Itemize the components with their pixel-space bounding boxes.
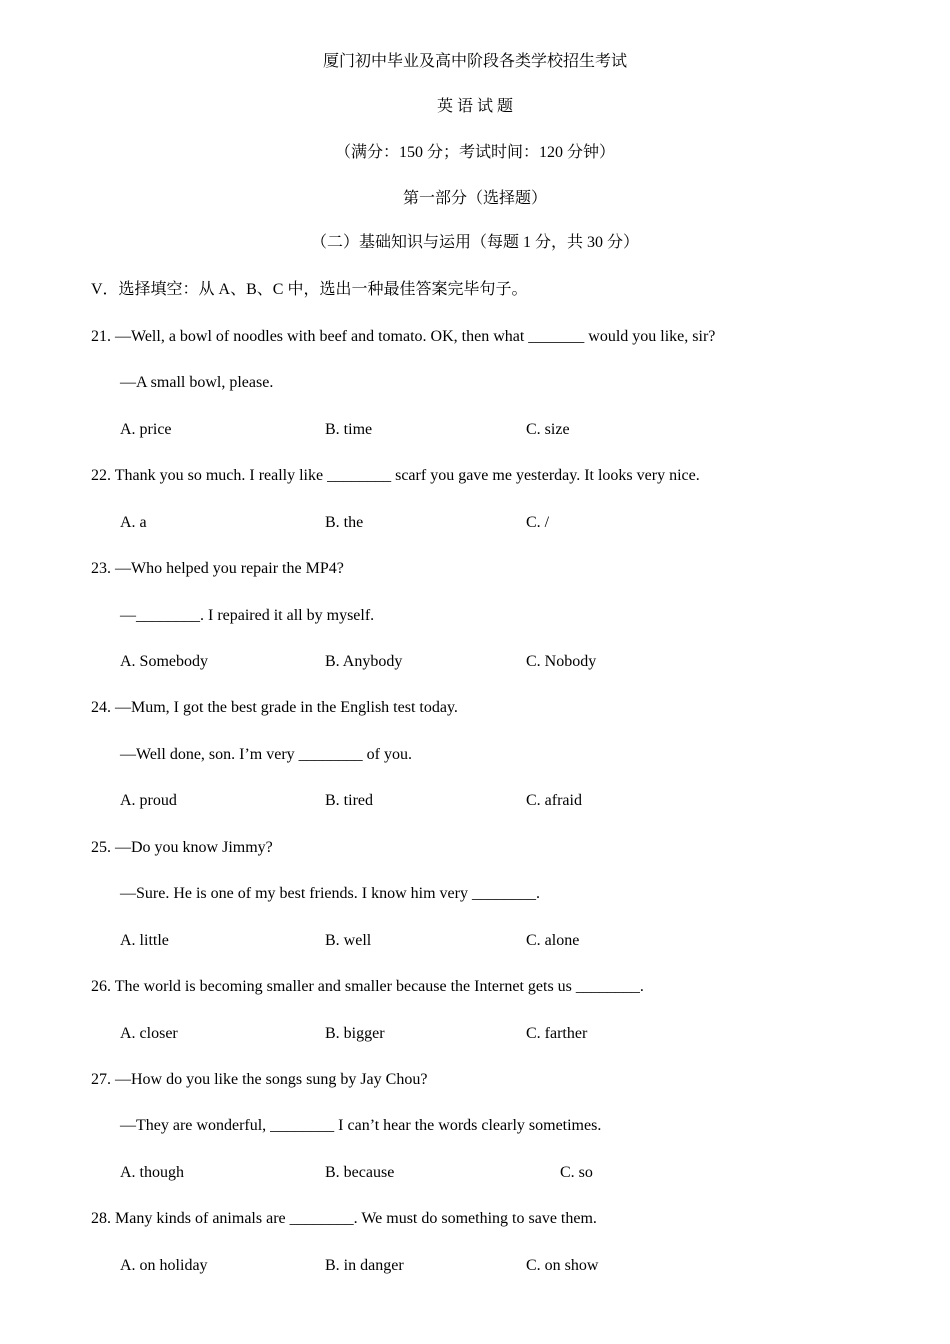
question-22-option-a: A. a <box>120 514 147 531</box>
question-23-option-c: C. Nobody <box>526 653 597 670</box>
question-25-option-c: C. alone <box>526 932 580 949</box>
question-27-option-a: A. though <box>120 1164 184 1181</box>
question-24-reply: —Well done, son. I’m very ________ of you. <box>120 746 412 763</box>
question-21-option-a: A. price <box>120 421 172 438</box>
subject-title: 英 语 试 题 <box>436 98 513 115</box>
question-27-option-b: B. because <box>325 1164 395 1181</box>
question-27-reply: —They are wonderful, ________ I can’t hear the words clearly sometimes. <box>120 1117 602 1134</box>
question-24-stem: 24. —Mum, I got the best grade in the English test today. <box>91 699 458 716</box>
question-26-option-b: B. bigger <box>325 1025 385 1042</box>
question-26-stem: 26. The world is becoming smaller and smaller because the Internet gets us ________. <box>91 978 644 995</box>
question-23-reply: —________. I repaired it all by myself. <box>120 607 375 624</box>
question-25-stem: 25. —Do you know Jimmy? <box>91 839 273 856</box>
question-21-reply: —A small bowl, please. <box>120 374 274 391</box>
question-28-option-b: B. in danger <box>325 1257 404 1274</box>
question-21-stem: 21. —Well, a bowl of noodles with beef and tomato. OK, then what _______ would you like, sir? <box>91 328 716 345</box>
question-26-option-a: A. closer <box>120 1025 178 1042</box>
question-23-stem: 23. —Who helped you repair the MP4? <box>91 560 344 577</box>
question-28-option-c: C. on show <box>526 1257 599 1274</box>
question-25-option-a: A. little <box>120 932 169 949</box>
question-21-option-c: C. size <box>526 421 570 438</box>
question-25-option-b: B. well <box>325 932 372 949</box>
question-21-option-b: B. time <box>325 421 373 438</box>
exam-title: 厦门初中毕业及高中阶段各类学校招生考试 <box>322 53 627 70</box>
question-27-stem: 27. —How do you like the songs sung by Jay Chou? <box>91 1071 428 1088</box>
question-24-option-c: C. afraid <box>526 792 582 809</box>
part-heading: 第一部分（选择题） <box>402 190 547 207</box>
question-28-option-a: A. on holiday <box>120 1257 208 1274</box>
question-22-option-c: C. / <box>526 514 550 531</box>
question-25-reply: —Sure. He is one of my best friends. I know him very ________. <box>120 885 540 902</box>
question-27-option-c: C. so <box>560 1164 593 1181</box>
question-23-option-b: B. Anybody <box>325 653 403 670</box>
question-23-option-a: A. Somebody <box>120 653 208 670</box>
section-heading: （二）基础知识与运用（每题 1 分，共 30 分） <box>310 234 639 251</box>
question-24-option-b: B. tired <box>325 792 373 809</box>
question-28-stem: 28. Many kinds of animals are ________. We must do something to save them. <box>91 1210 597 1227</box>
question-24-option-a: A. proud <box>120 792 177 809</box>
question-22-option-b: B. the <box>325 514 364 531</box>
question-22-stem: 22. Thank you so much. I really like ________ scarf you gave me yesterday. It looks very nice. <box>91 467 700 484</box>
question-26-option-c: C. farther <box>526 1025 588 1042</box>
instruction-text: V．选择填空：从 A、B、C 中，选出一种最佳答案完毕句子。 <box>91 281 528 298</box>
score-time-note: （满分：150 分；考试时间：120 分钟） <box>334 144 615 161</box>
